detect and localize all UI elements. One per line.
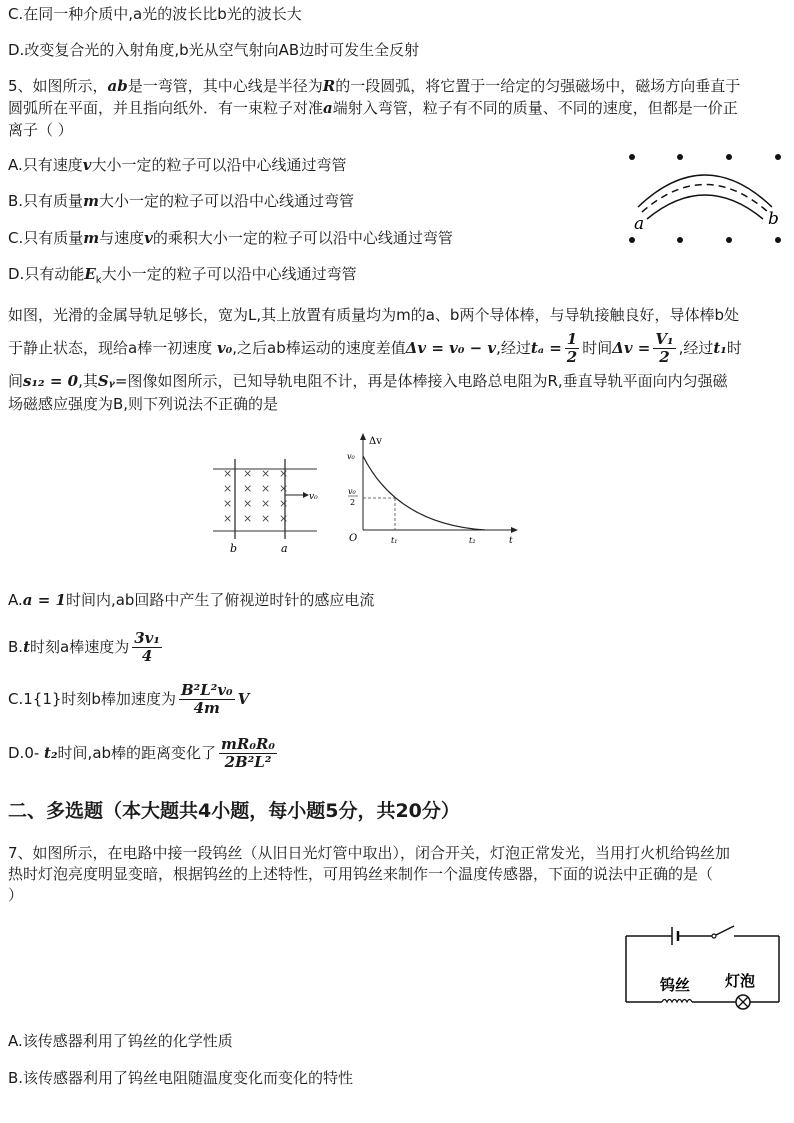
decay-curve bbox=[363, 456, 485, 530]
tungsten-wire-coil bbox=[662, 1000, 692, 1003]
q6-stem-line3: 间s₁₂ = 0,其Sᵧ=图像如图所示，已知导轨电阻不计，再是体棒接入电路总电阻为R,垂直导轨平面向内匀强磁 bbox=[8, 372, 728, 390]
tube-label-b: b bbox=[768, 209, 779, 229]
q7-option-a: A.该传感器利用了钨丝的化学性质 bbox=[8, 1032, 233, 1050]
svg-text:×: × bbox=[279, 497, 289, 510]
q6-stem-line4: 场磁感应强度为B,则下列说法不正确的是 bbox=[8, 395, 279, 413]
frac-one-half: $\frac{1}{2}$ bbox=[566, 330, 578, 366]
graph-tick-t1: t₁ bbox=[391, 536, 398, 545]
graph-origin: O bbox=[349, 533, 358, 544]
q6-option-d: D.0- t₂时间,ab棒的距离变化了 $\frac{\text{mR₀R₀}}{\text{2B²L²}}$ bbox=[8, 735, 275, 771]
svg-text:×: × bbox=[223, 467, 233, 480]
q6-option-b: B.t时刻a棒速度为 $\frac{\text{3v₁}}{4}$ bbox=[8, 629, 160, 665]
svg-text:×: × bbox=[261, 482, 271, 495]
svg-text:×: × bbox=[279, 482, 289, 495]
q6-dv-t-graph bbox=[345, 430, 525, 550]
q5-stem-line1: 5、如图所示，ab是一弯管，其中心线是半径为R的一段圆弧，将它置于一给定的匀强磁场中，磁场方向垂直于 bbox=[8, 77, 741, 95]
q6-stem-line1: 如图，光滑的金属导轨足够长，宽为L,其上放置有质量均为m的a、b两个导体棒，与导轨接触良好，导体棒b处 bbox=[8, 306, 739, 324]
circuit-label-wire: 钨丝 bbox=[660, 976, 691, 994]
q5-option-a: A.只有速度v大小一定的粒子可以沿中心线通过弯管 bbox=[8, 156, 347, 174]
magnetic-field-crosses bbox=[223, 467, 288, 525]
section-heading-multi-choice: 二、多选题（本大题共4小题，每小题5分，共20分） bbox=[8, 800, 460, 822]
q7-stem-line3: ） bbox=[8, 886, 24, 904]
q6-option-a: A.a = 1时间内,ab回路中产生了俯视逆时针的感应电流 bbox=[8, 591, 375, 609]
q5-stem-line2: 圆弧所在平面，并且指向纸外．有一束粒子对准a端射入弯管，粒子有不同的质量、不同的速度，但都是一价正 bbox=[8, 99, 738, 117]
q5-curved-tube-figure bbox=[620, 145, 790, 250]
graph-tick-v0: v₀ bbox=[347, 452, 355, 461]
tube-outer-arc bbox=[638, 175, 772, 207]
rails-label-a: a bbox=[281, 542, 288, 555]
svg-text:×: × bbox=[223, 482, 233, 495]
q6-rails-figure bbox=[213, 455, 323, 555]
graph-xlabel: t bbox=[509, 536, 513, 546]
q5-option-d: D.只有动能$E_k$大小一定的粒子可以沿中心线通过弯管 bbox=[8, 265, 357, 286]
switch-lever bbox=[716, 926, 734, 935]
q7-stem-line2: 热时灯泡亮度明显变暗，根据钨丝的上述特性，可用钨丝来制作一个温度传感器，下面的说法中正确的是（ bbox=[8, 865, 714, 883]
rails-label-b: b bbox=[230, 542, 238, 555]
svg-text:×: × bbox=[243, 482, 253, 495]
graph-tick-half-den: 2 bbox=[350, 498, 356, 507]
graph-tick-t2: t₂ bbox=[469, 536, 476, 545]
q7-circuit-figure bbox=[620, 920, 785, 1015]
svg-text:×: × bbox=[279, 467, 289, 480]
svg-text:×: × bbox=[243, 467, 253, 480]
graph-tick-half-num: v₀ bbox=[348, 487, 356, 496]
rails-label-v0: v₀ bbox=[309, 492, 318, 502]
svg-text:×: × bbox=[279, 512, 289, 525]
frac-d: $\frac{\text{mR₀R₀}}{\text{2B²L²}}$ bbox=[221, 735, 275, 771]
tube-label-a: a bbox=[634, 214, 645, 234]
svg-text:×: × bbox=[261, 467, 271, 480]
svg-text:×: × bbox=[243, 512, 253, 525]
q4-option-d: D.改变复合光的入射角度,b光从空气射向AB边时可发生全反射 bbox=[8, 41, 420, 59]
q5-stem-line3: 离子（ ） bbox=[8, 121, 73, 139]
svg-text:×: × bbox=[261, 512, 271, 525]
q6-option-c: C.1{1}时刻b棒加速度为 $\frac{\text{B²L²v₀}}{4m}$ V bbox=[8, 681, 250, 717]
graph-ylabel: Δv bbox=[369, 436, 382, 447]
tube-inner-arc bbox=[647, 195, 763, 219]
svg-text:×: × bbox=[223, 512, 233, 525]
q5-option-b: B.只有质量m大小一定的粒子可以沿中心线通过弯管 bbox=[8, 192, 354, 210]
q7-option-b: B.该传感器利用了钨丝电阻随温度变化而变化的特性 bbox=[8, 1069, 354, 1087]
frac-c: $\frac{\text{B²L²v₀}}{4m}$ bbox=[180, 681, 233, 717]
frac-v1-half: $\frac{\text{V₁}}{2}$ bbox=[655, 330, 674, 366]
q7-stem-line1: 7、如图所示，在电路中接一段钨丝（从旧日光灯管中取出），闭合开关，灯泡正常发光，当用打火机给钨丝加 bbox=[8, 844, 731, 862]
svg-text:×: × bbox=[223, 497, 233, 510]
circuit-label-bulb: 灯泡 bbox=[725, 972, 756, 990]
q5-option-c: C.只有质量m与速度v的乘积大小一定的粒子可以沿中心线通过弯管 bbox=[8, 229, 453, 247]
svg-text:×: × bbox=[243, 497, 253, 510]
magnetic-field-dots bbox=[629, 154, 781, 243]
svg-text:×: × bbox=[261, 497, 271, 510]
frac-b: $\frac{\text{3v₁}}{4}$ bbox=[134, 629, 160, 665]
q6-stem-line2: 于静止状态，现给a棒一初速度 v₀,之后ab棒运动的速度差值Δv = v₀ − v,经过tₐ = $\frac{1}{2}$ 时间Δv = $\frac{\text{V₁}}{2}$ ,经过t₁时 bbox=[8, 330, 742, 366]
q4-option-c: C.在同一种介质中,a光的波长比b光的波长大 bbox=[8, 5, 302, 23]
